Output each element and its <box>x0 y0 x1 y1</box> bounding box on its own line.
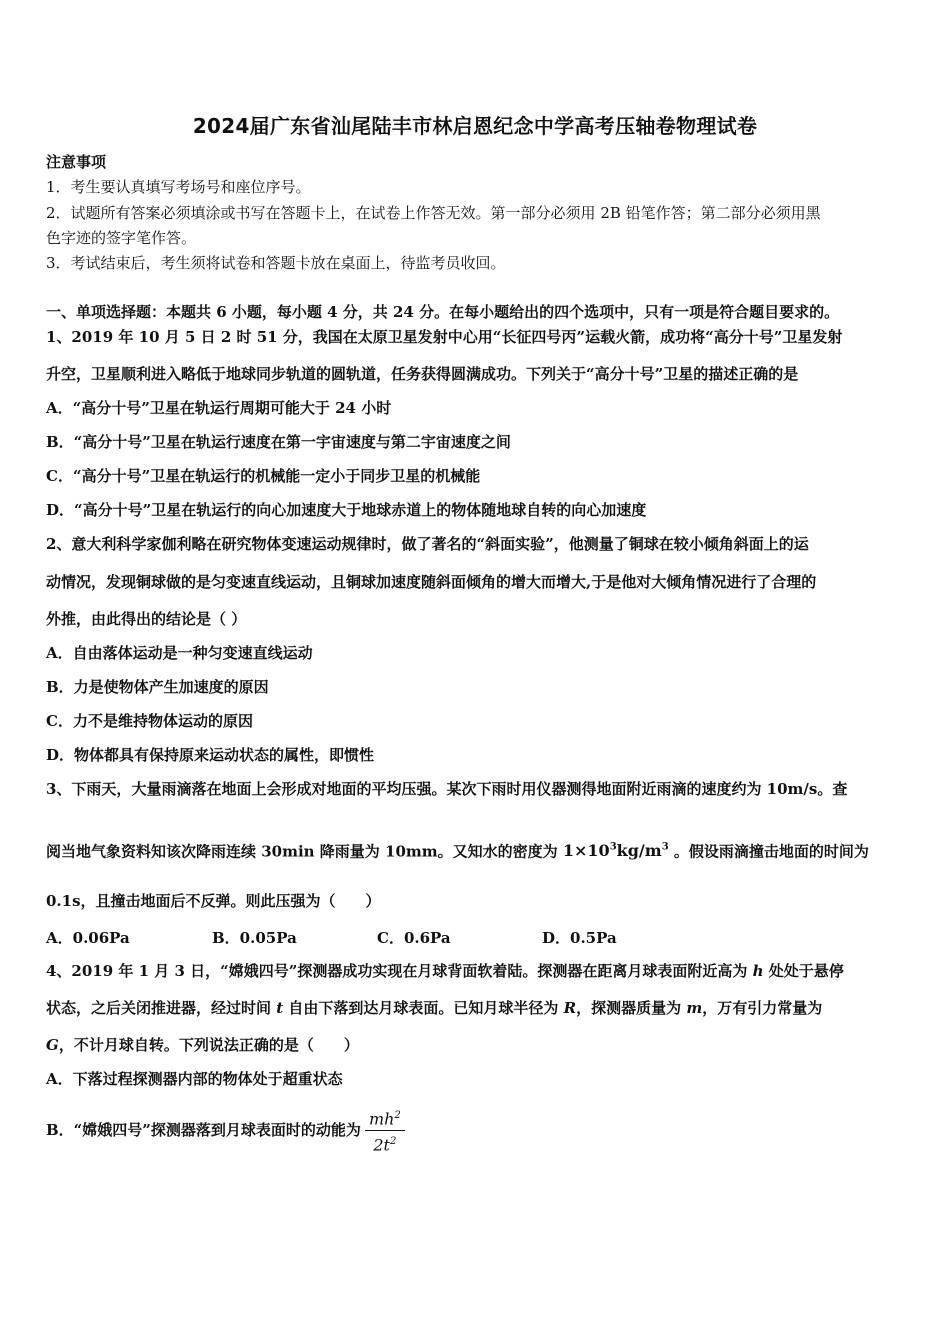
question-3-option-a: A．0.06Pa <box>46 929 130 947</box>
section-heading: 一、单项选择题：本题共 6 小题，每小题 4 分，共 24 分。在每小题给出的四个选项中，只有一项是符合题目要求的。 <box>46 303 840 321</box>
density-unit: kg/m <box>616 841 662 861</box>
question-4-option-b <box>46 1106 906 1156</box>
stem-text: 状态，之后关闭推进器，经过时间 <box>46 999 277 1017</box>
stem-text: ，万有引力常量为 <box>702 999 823 1017</box>
variable-m: m <box>686 999 703 1017</box>
density-unit-exponent: 3 <box>661 842 669 853</box>
question-1-option-d: D．“高分十号”卫星在轨运行的向心加速度大于地球赤道上的物体随地球自转的向心加速度 <box>46 501 647 519</box>
question-1-stem: 1、2019 年 10 月 5 日 2 时 51 分，我国在太原卫星发射中心用“长征四号丙”运载火箭，成功将“高分十号”卫星发射 <box>46 328 843 346</box>
question-2-stem: 外推，由此得出的结论是（ ） <box>46 610 247 628</box>
variable-g: G <box>46 1036 59 1054</box>
question-2-option-d: D．物体都具有保持原来运动状态的属性，即惯性 <box>46 746 375 764</box>
question-1-option-c: C．“高分十号”卫星在轨运行的机械能一定小于同步卫星的机械能 <box>46 467 481 485</box>
question-3-stem-text: 。假设雨滴撞击地面的时间为 <box>673 842 869 861</box>
option-text: B．“嫦娥四号”探测器落到月球表面时的动能为 <box>46 1120 361 1139</box>
question-4-stem <box>46 998 906 1018</box>
question-2-stem: 2、意大利科学家伽利略在研究物体变速运动规律时，做了著名的“斜面实验”，他测量了铜球在较小倾角斜面上的运 <box>46 535 809 553</box>
question-4-stem <box>46 961 906 981</box>
variable-h: h <box>752 962 764 980</box>
question-4-stem <box>46 1035 906 1055</box>
numerator-text: mh <box>368 1109 395 1129</box>
density-base: 1×10 <box>562 841 610 861</box>
fraction-numerator <box>365 1106 405 1131</box>
question-2-option-c: C．力不是维持物体运动的原因 <box>46 712 253 730</box>
question-1-option-b: B．“高分十号”卫星在轨运行速度在第一宇宙速度与第二宇宙速度之间 <box>46 433 511 451</box>
notice-item: 3．考试结束后，考生须将试卷和答题卡放在桌面上，待监考员收回。 <box>46 254 506 272</box>
question-3-stem-text: 阅当地气象资料知该次降雨连续 30min 降雨量为 10mm。又知水的密度为 <box>46 842 558 861</box>
question-1-option-a: A．“高分十号”卫星在轨运行周期可能大于 24 小时 <box>46 399 392 417</box>
question-2-stem: 动情况，发现铜球做的是匀变速直线运动，且铜球加速度随斜面倾角的增大而增大,于是他对大倾角情况进行了合理的 <box>46 573 817 591</box>
page-title: 2024届广东省汕尾陆丰市林启恩纪念中学高考压轴卷物理试卷 <box>192 114 758 138</box>
question-3-stem-with-density <box>46 838 906 861</box>
denominator-exponent: 2 <box>389 1136 397 1148</box>
question-4-option-a: A．下落过程探测器内部的物体处于超重状态 <box>46 1070 343 1088</box>
stem-text: 处处于悬停 <box>763 962 844 980</box>
density-formula <box>563 841 669 860</box>
question-3-stem: 3、下雨天，大量雨滴落在地面上会形成对地面的平均压强。某次下雨时用仪器测得地面附近雨滴的速度约为 10m/s。查 <box>46 780 848 798</box>
question-1-stem: 升空，卫星顺利进入略低于地球同步轨道的圆轨道，任务获得圆满成功。下列关于“高分十号”卫星的描述正确的是 <box>46 365 799 383</box>
numerator-exponent: 2 <box>394 1110 401 1121</box>
notice-heading: 注意事项 <box>46 153 107 171</box>
variable-t: t <box>276 999 284 1017</box>
notice-item: 2．试题所有答案必须填涂或书写在答题卡上，在试卷上作答无效。第一部分必须用 2B 铅笔作答；第二部分必须用黑 <box>46 204 821 222</box>
question-2-option-a: A．自由落体运动是一种匀变速直线运动 <box>46 644 313 662</box>
question-3-stem: 0.1s，且撞击地面后不反弹。则此压强为（ ） <box>46 892 381 910</box>
variable-r: R <box>563 999 577 1017</box>
question-2-option-b: B．力是使物体产生加速度的原因 <box>46 678 269 696</box>
notice-item: 1．考生要认真填写考场号和座位序号。 <box>46 178 311 196</box>
question-3-option-c: C．0.6Pa <box>377 929 451 947</box>
kinetic-energy-fraction <box>365 1106 405 1156</box>
fraction-denominator <box>365 1131 405 1155</box>
question-3-option-b: B．0.05Pa <box>212 929 297 947</box>
density-exponent: 3 <box>609 842 617 853</box>
notice-item: 色字迹的签字笔作答。 <box>46 229 197 247</box>
stem-text: ，不计月球自转。下列说法正确的是（ ） <box>58 1036 359 1054</box>
denominator-text: 2t <box>373 1135 390 1155</box>
question-3-option-d: D．0.5Pa <box>542 929 617 947</box>
stem-text: ，探测器质量为 <box>576 999 687 1017</box>
stem-text: 自由下落到达月球表面。已知月球半径为 <box>283 999 564 1017</box>
stem-text: 4、2019 年 1 月 3 日，“嫦娥四号”探测器成功实现在月球背面软着陆。探测器在距离月球表面附近高为 <box>46 962 753 980</box>
